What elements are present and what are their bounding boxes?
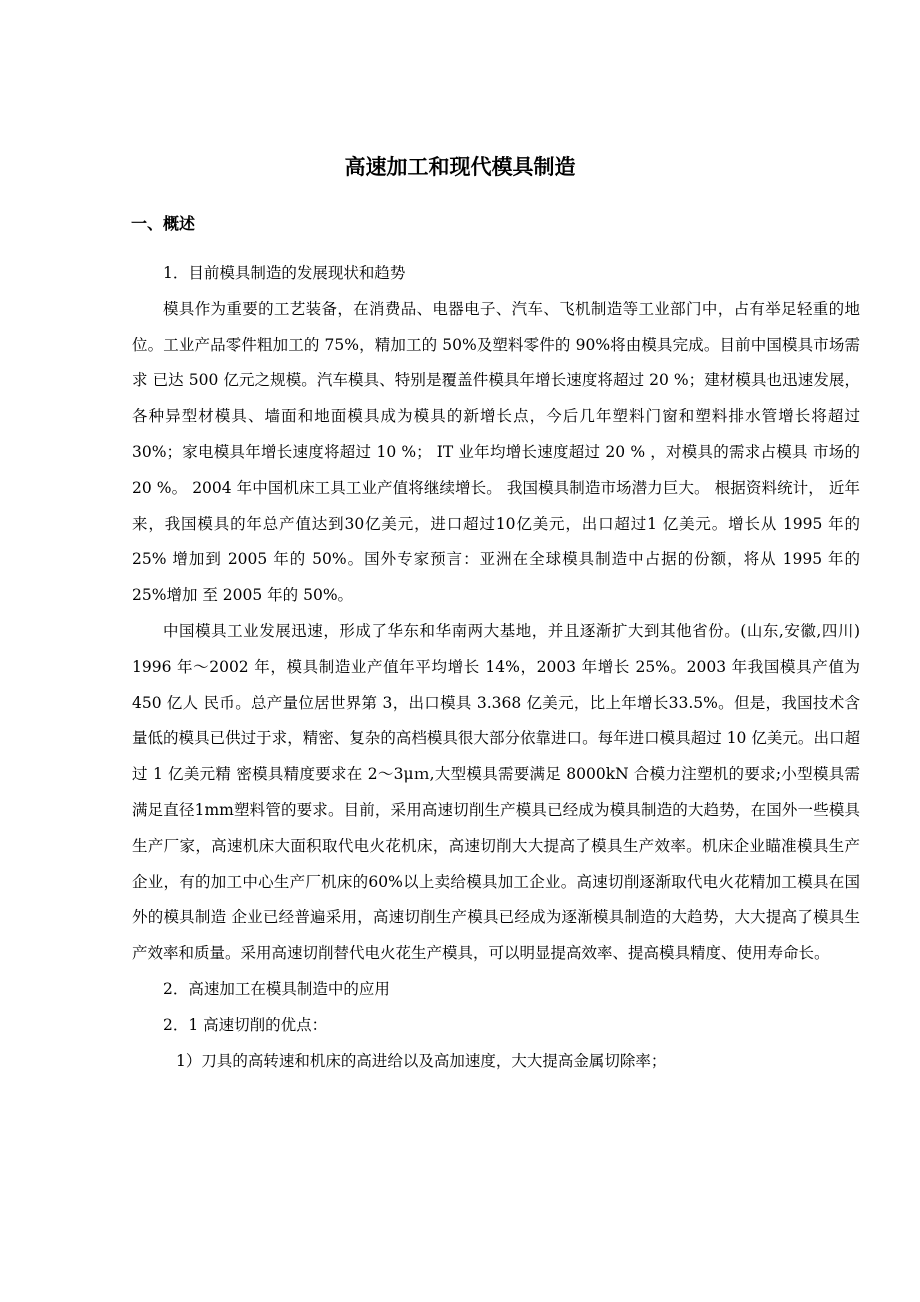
subheading-high-speed-advantages: 2．1 高速切削的优点： (163, 1015, 328, 1034)
document-body (132, 256, 860, 1079)
document-title: 高速加工和现代模具制造 (344, 155, 576, 179)
paragraph-mold-importance: 模具作为重要的工艺装备，在消费品、电器电子、汽车、飞机制造等工业部门中，占有举足轻重的地 位。工业产品零件粗加工的 75%，精加工的 50%及塑料零件的 90%将由模具完成。目前中国模具市场需求 已达 500 亿元之规模。汽车模具、特别是覆盖件模具年增长速度将超过 20 %；建材模具也迅速发展， 各种异型材模具、墙面和地面模具成为模具的新增长点，今后几年塑料门窗和塑料排水管增长将超过30%；家电模具年增长速度将超过 10 %； IT 业年均增长速度超过 20 % ，对模具的需求占模具 市场的 20 %。 2004 年中国机床工具工业产值将继续增长。 我国模具制造市场潜力巨大。 根据资料统计， 近年来，我国模具的年总产值达到30亿美元，进口超过10亿美元，出口超过1 亿美元。增长从 1995 年的 25% 增加到 2005 年的 50%。国外专家预言：亚洲在全球模具制造中占据的份额，将从 1995 年的 25%增加 至 2005 年的 50%。 (132, 299, 860, 605)
subheading-high-speed-application: 2．高速加工在模具制造中的应用 (163, 979, 390, 998)
paragraph-china-mold-industry: 中国模具工业发展迅速，形成了华东和华南两大基地，并且逐渐扩大到其他省份。(山东,安徽,四川) 1996 年～2002 年，模具制造业产值年平均增长 14%，2003 年增长 25%。2003 年我国模具产值为 450 亿人 民币。总产量位居世界第 3，出口模具 3.368 亿美元，比上年增长33.5%。但是，我国技术含量低的模具已供过于求，精密、复杂的高档模具很大部分依靠进口。每年进口模具超过 10 亿美元。出口超过 1 亿美元精 密模具精度要求在 2～3μｍ,大型模具需要满足 8000kN 合模力注塑机的要求;小型模具需满足直径1mm塑料管的要求。目前，采用高速切削生产模具已经成为模具制造的大趋势，在国外一些模具生产厂家，高速机床大面积取代电火花机床，高速切削大大提高了模具生产效率。机床企业瞄准模具生产企业，有的加工中心生产厂机床的60%以上卖给模具加工企业。高速切削逐渐取代电火花精加工模具在国外的模具制造 企业已经普遍采用，高速切削生产模具已经成为逐渐模具制造的大趋势，大大提高了模具生产效率和质量。采用高速切削替代电火花生产模具，可以明显提高效率、提高模具精度、使用寿命长。 (132, 621, 860, 963)
section-heading-overview: 一、概述 (131, 214, 196, 233)
list-item-advantage-1: 1）刀具的高转速和机床的高进给以及高加速度，大大提高金属切除率； (176, 1051, 667, 1070)
subheading-development-status: 1．目前模具制造的发展现状和趋势 (163, 264, 406, 282)
